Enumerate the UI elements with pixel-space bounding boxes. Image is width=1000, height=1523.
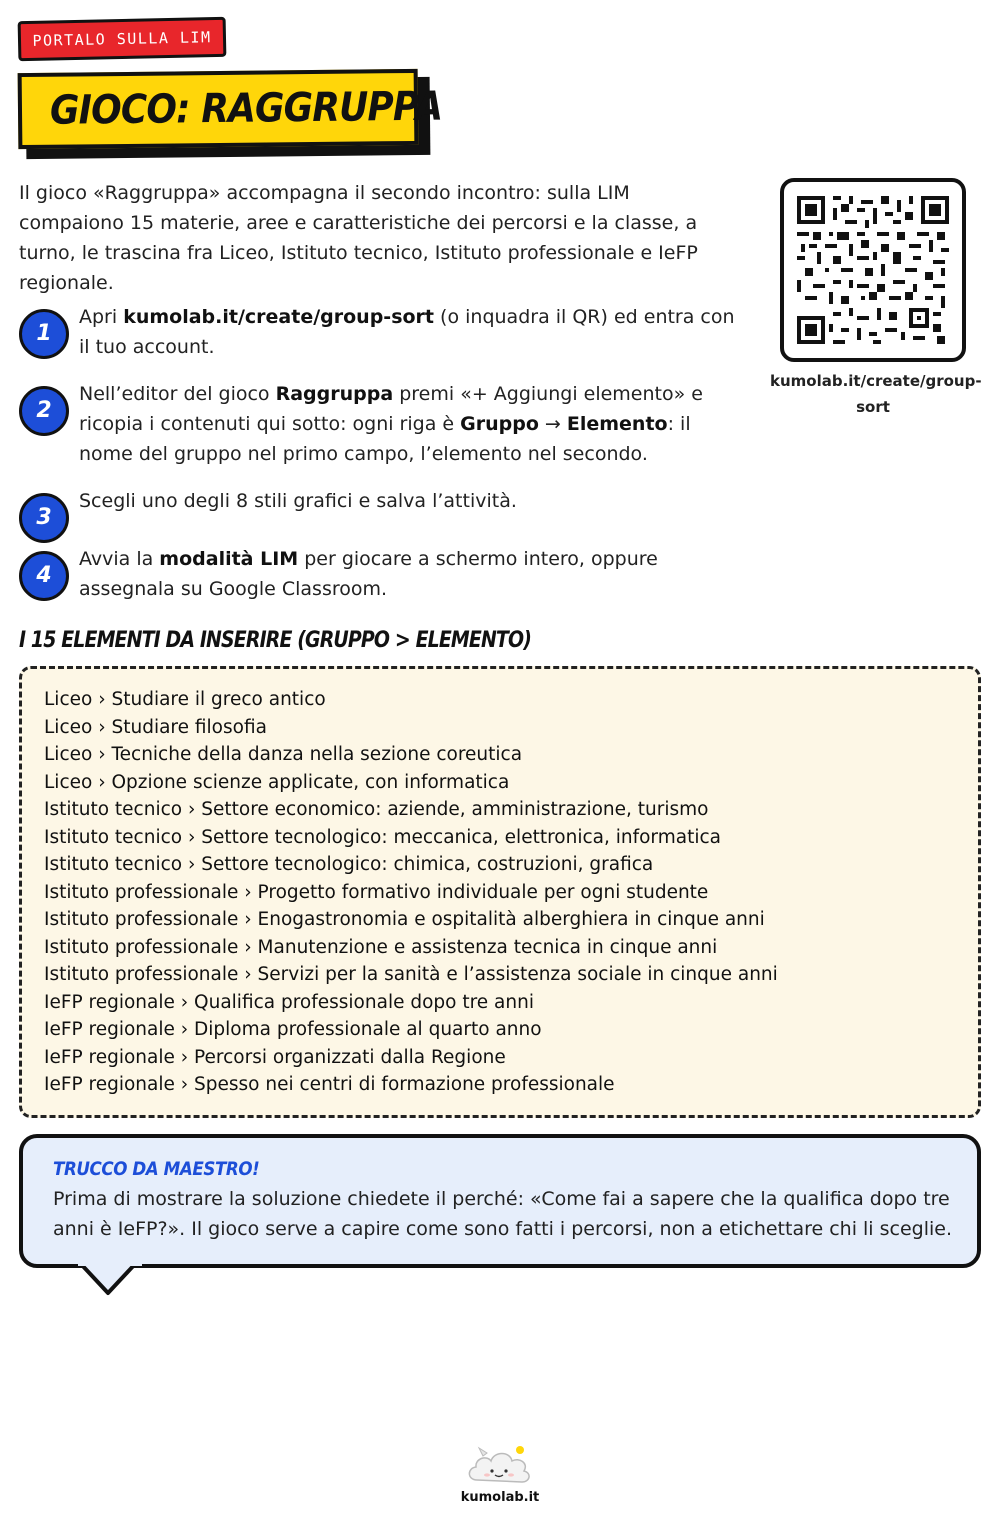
qr-code-icon (797, 195, 949, 345)
tip-title: TRUCCO DA MAESTRO! (53, 1158, 260, 1180)
step-text: Nell’editor del gioco Raggruppa premi «+ Aggiungi elemento» e ricopia i contenuti qui sotto: ogni riga è Gruppo → Elemento: il nome del gruppo nel primo campo, l’elemento nel secondo. (79, 383, 703, 465)
list-item: Liceo › Tecniche della danza nella sezione coreutica (44, 744, 523, 765)
list-item: IeFP regionale › Percorsi organizzati dalla Regione (44, 1046, 506, 1068)
tip-callout (19, 1134, 981, 1268)
cloud-mascot-icon (465, 1442, 535, 1488)
qr-code-frame[interactable] (780, 178, 966, 362)
list-item: Istituto tecnico › Settore economico: aziende, amministrazione, turismo (44, 799, 709, 820)
title-box (18, 69, 443, 149)
list-item: Istituto tecnico › Settore tecnologico: meccanica, elettronica, informatica (44, 826, 721, 848)
list-item: Istituto professionale › Enogastronomia e ospitalità alberghiera in cinque anni (44, 909, 765, 930)
step-number: 3 (19, 493, 69, 543)
step-number: 4 (19, 551, 69, 601)
step-number: 1 (19, 309, 69, 359)
elements-list (19, 666, 981, 1118)
step-link[interactable]: kumolab.it/create/group-sort (123, 306, 435, 328)
list-item: Liceo › Studiare filosofia (44, 716, 267, 738)
page-title: GIOCO: RAGGRUPPA (49, 83, 443, 134)
list-item: IeFP regionale › Spesso nei centri di formazione professionale (44, 1074, 615, 1095)
list-item: Istituto professionale › Manutenzione e assistenza tecnica in cinque anni (44, 936, 718, 958)
list-item: IeFP regionale › Qualifica professionale dopo tre anni (44, 991, 534, 1013)
portal-tag: PORTALO SULLA LIM (18, 17, 227, 61)
list-item: Istituto professionale › Progetto formativo individuale per ogni studente (44, 881, 709, 903)
speech-tail-icon (78, 1263, 142, 1297)
intro-paragraph: Il gioco «Raggruppa» accompagna il secondo incontro: sulla LIM compaiono 15 materie, aree e caratteristiche dei percorsi e la classe, a turno, le trascina fra Liceo, Istituto tecnico, Istituto professionale e IeFP regionale. (19, 182, 698, 294)
list-item: IeFP regionale › Diploma professionale al quarto anno (44, 1019, 542, 1040)
step-text: Apri kumolab.it/create/group-sort (o inquadra il QR) ed entra con il tuo account. (79, 306, 735, 358)
footer-site[interactable]: kumolab.it (460, 1490, 540, 1505)
list-item: Istituto professionale › Servizi per la sanità e l’assistenza sociale in cinque anni (44, 964, 778, 985)
elements-section-title: I 15 ELEMENTI DA INSERIRE (GRUPPO > ELEMENTO) (19, 628, 531, 653)
step-text: Scegli uno degli 8 stili grafici e salva l’attività. (79, 490, 517, 512)
list-item: Liceo › Opzione scienze applicate, con informatica (44, 771, 510, 793)
list-item: Istituto tecnico › Settore tecnologico: chimica, costruzioni, grafica (44, 854, 654, 875)
list-item: Liceo › Studiare il greco antico (44, 689, 326, 710)
qr-caption[interactable]: kumolab.it/create/group-sort (770, 372, 982, 416)
step-number: 2 (19, 386, 69, 436)
tip-text: Prima di mostrare la soluzione chiedete il perché: «Come fai a sapere che la qualifica dopo tre anni è IeFP?». Il gioco serve a capire come sono fatti i percorsi, non a etichettare chi li sceglie. (53, 1188, 953, 1240)
page-title-banner (18, 71, 443, 155)
step-text: Avvia la modalità LIM per giocare a schermo intero, oppure assegnala su Google Classroom. (79, 548, 658, 600)
